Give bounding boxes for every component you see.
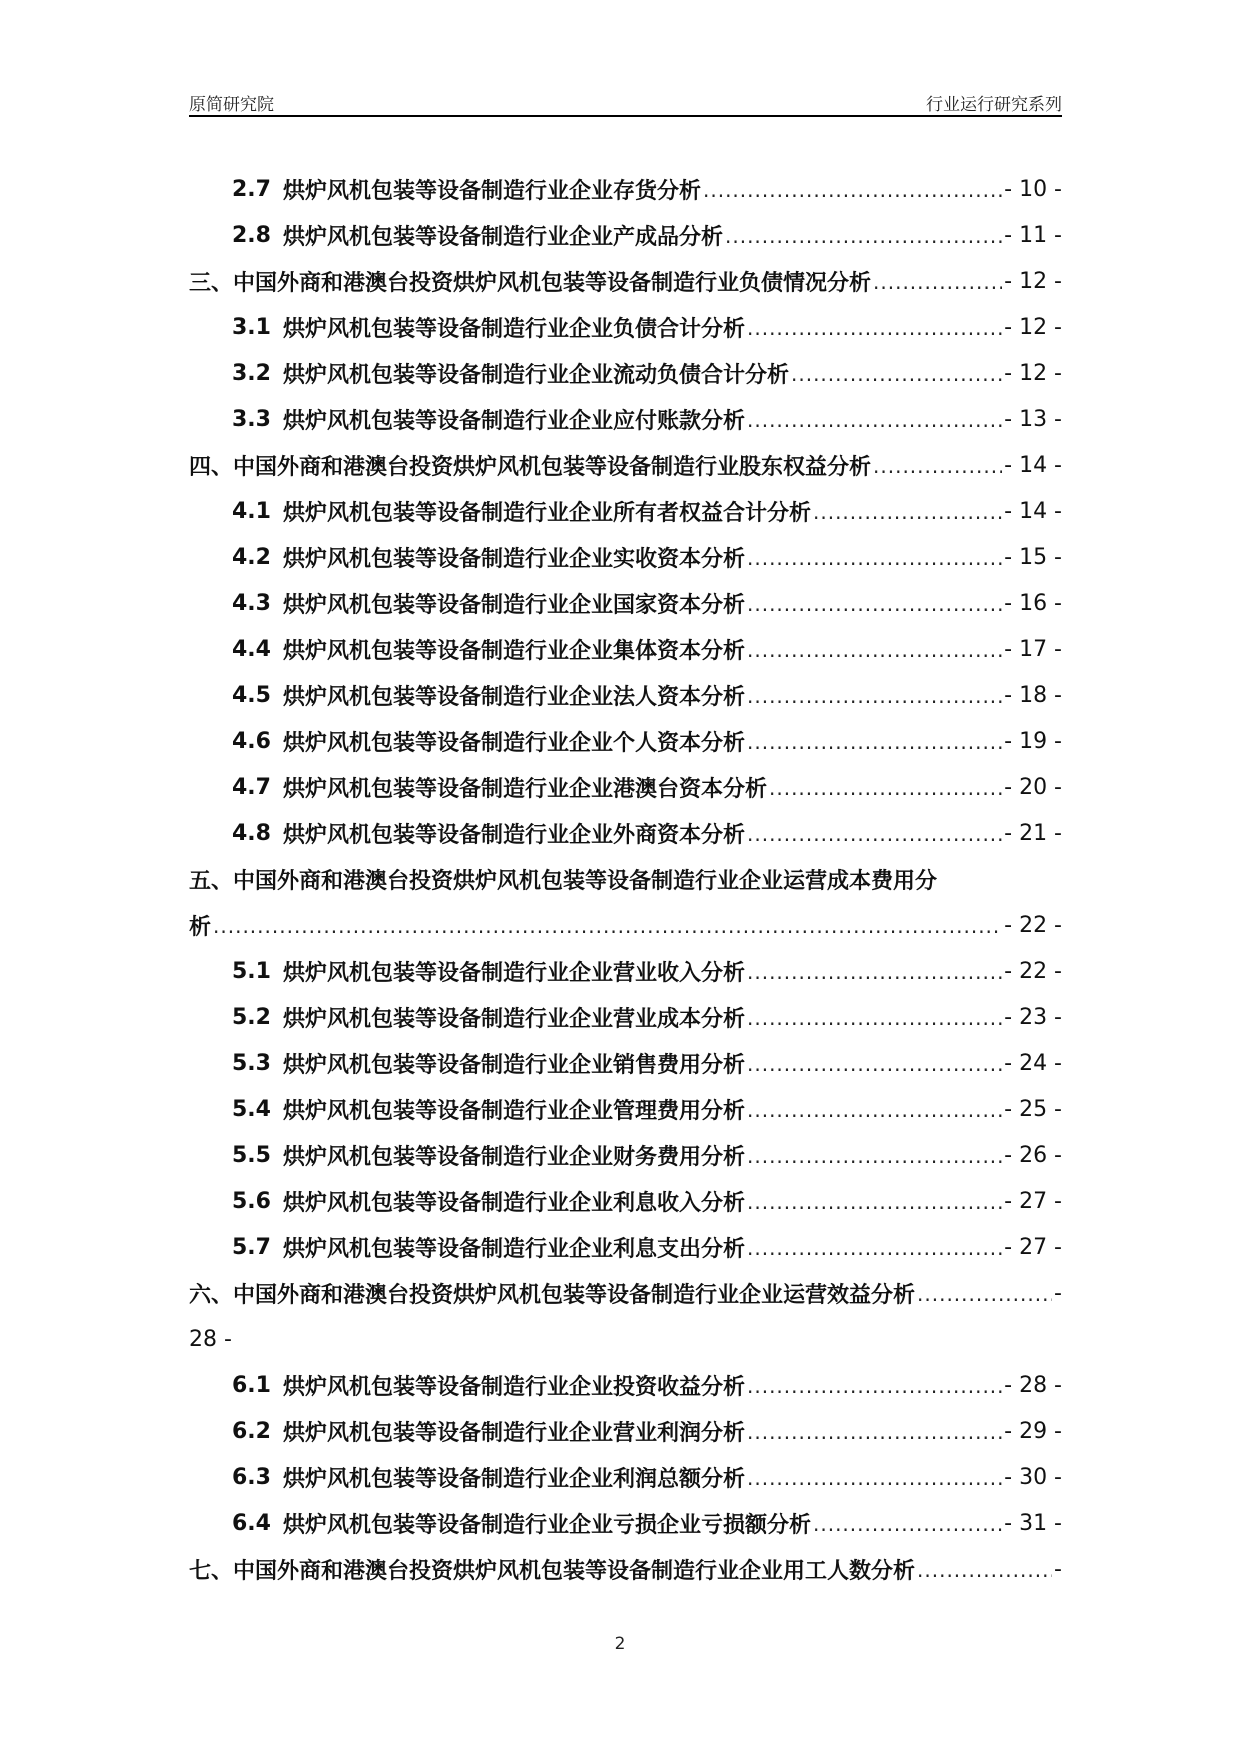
toc-dot-leader <box>747 1098 1002 1132</box>
toc-dot-leader <box>703 178 1002 212</box>
toc-entry[interactable] <box>189 166 1062 212</box>
toc-entry[interactable] <box>189 1408 1062 1454</box>
toc-entry-title: 烘炉风机包装等设备制造行业企业个人资本分析 <box>282 730 745 756</box>
toc-dot-leader <box>769 776 1002 810</box>
toc-entry-title: 烘炉风机包装等设备制造行业企业流动负债合计分析 <box>282 362 789 388</box>
toc-entry-page: - 23 - <box>1004 1004 1062 1030</box>
toc-entry-title: 烘炉风机包装等设备制造行业企业投资收益分析 <box>282 1374 745 1400</box>
toc-dot-leader <box>747 1190 1002 1224</box>
toc-entry-number: 6.2 <box>232 1418 271 1444</box>
toc-dot-leader <box>725 224 1002 258</box>
toc-entry-number: 5.2 <box>232 1004 271 1030</box>
toc-entry-number: 4.5 <box>232 682 271 708</box>
toc-entry[interactable] <box>189 1546 1062 1592</box>
toc-entry[interactable] <box>189 1270 1062 1316</box>
toc-entry-title: 烘炉风机包装等设备制造行业企业利息收入分析 <box>282 1190 745 1216</box>
toc-entry-page: - 15 - <box>1004 544 1062 570</box>
toc-entry-title: 烘炉风机包装等设备制造行业企业营业成本分析 <box>282 1006 745 1032</box>
toc-entry-page: - 12 - <box>1004 268 1062 294</box>
toc-entry[interactable] <box>189 810 1062 856</box>
toc-entry-page: - 22 - <box>1004 958 1062 984</box>
toc-entry-title: 烘炉风机包装等设备制造行业企业营业收入分析 <box>282 960 745 986</box>
toc-dot-leader <box>747 1236 1002 1270</box>
toc-entry[interactable] <box>189 1086 1062 1132</box>
toc-entry-number: 4.6 <box>232 728 271 754</box>
toc-entry-page: - 27 - <box>1004 1188 1062 1214</box>
toc-dot-leader <box>917 1282 1052 1316</box>
toc-entry-number: 4.7 <box>232 774 271 800</box>
toc-dot-leader <box>747 1052 1002 1086</box>
toc-entry-page: - <box>1054 1556 1062 1582</box>
toc-entry[interactable] <box>189 718 1062 764</box>
toc-entry[interactable] <box>189 1224 1062 1270</box>
toc-entry-number: 3.3 <box>232 406 271 432</box>
toc-entry-title: 烘炉风机包装等设备制造行业企业集体资本分析 <box>282 638 745 664</box>
toc-entry[interactable] <box>189 212 1062 258</box>
toc-entry-page: - 21 - <box>1004 820 1062 846</box>
toc-entry-title: 烘炉风机包装等设备制造行业企业销售费用分析 <box>282 1052 745 1078</box>
toc-dot-leader <box>747 730 1002 764</box>
toc-entry-title: 烘炉风机包装等设备制造行业企业国家资本分析 <box>282 592 745 618</box>
toc-entry[interactable] <box>189 672 1062 718</box>
toc-entry[interactable] <box>189 580 1062 626</box>
toc-entry[interactable] <box>189 994 1062 1040</box>
toc-entry[interactable] <box>189 626 1062 672</box>
toc-entry-title: 烘炉风机包装等设备制造行业企业所有者权益合计分析 <box>282 500 811 526</box>
toc-entry[interactable] <box>189 1040 1062 1086</box>
toc-entry-page: - 16 - <box>1004 590 1062 616</box>
toc-entry[interactable] <box>189 488 1062 534</box>
toc-entry[interactable] <box>189 304 1062 350</box>
toc-entry[interactable] <box>189 1316 1062 1362</box>
toc-entry-page: - 18 - <box>1004 682 1062 708</box>
toc-entry-page: - 31 - <box>1004 1510 1062 1536</box>
toc-dot-leader <box>747 592 1002 626</box>
toc-entry-number: 5.4 <box>232 1096 271 1122</box>
toc-entry-title: 烘炉风机包装等设备制造行业企业法人资本分析 <box>282 684 745 710</box>
toc-entry-number: 5.6 <box>232 1188 271 1214</box>
toc-entry-page: - 26 - <box>1004 1142 1062 1168</box>
toc-entry-title: 烘炉风机包装等设备制造行业企业亏损企业亏损额分析 <box>282 1512 811 1538</box>
toc-entry-number: 3.1 <box>232 314 271 340</box>
toc-entry-title: 三、中国外商和港澳台投资烘炉风机包装等设备制造行业负债情况分析 <box>189 270 872 296</box>
page-header <box>189 88 1062 117</box>
toc-entry-page: - 19 - <box>1004 728 1062 754</box>
toc-entry[interactable] <box>189 1454 1062 1500</box>
toc-entry[interactable] <box>189 534 1062 580</box>
toc-entry-number: 4.1 <box>232 498 271 524</box>
toc-entry[interactable] <box>189 764 1062 810</box>
toc-dot-leader <box>747 408 1002 442</box>
toc-dot-leader <box>873 454 1002 488</box>
toc-entry-page: - 11 - <box>1004 222 1062 248</box>
toc-dot-leader <box>747 1144 1002 1178</box>
toc-dot-leader <box>747 638 1002 672</box>
toc-entry-page: - 25 - <box>1004 1096 1062 1122</box>
toc-entry-title: 烘炉风机包装等设备制造行业企业外商资本分析 <box>282 822 745 848</box>
toc-entry-number: 5.7 <box>232 1234 271 1260</box>
toc-entry-page: - 20 - <box>1004 774 1062 800</box>
toc-dot-leader <box>747 546 1002 580</box>
toc-dot-leader <box>747 822 1002 856</box>
toc-entry[interactable] <box>189 948 1062 994</box>
toc-entry-number: 4.3 <box>232 590 271 616</box>
toc-entry-number: 4.4 <box>232 636 271 662</box>
toc-entry-title: 烘炉风机包装等设备制造行业企业实收资本分析 <box>282 546 745 572</box>
toc-entry-title: 五、中国外商和港澳台投资烘炉风机包装等设备制造行业企业运营成本费用分 <box>189 868 938 894</box>
toc-entry-title: 烘炉风机包装等设备制造行业企业管理费用分析 <box>282 1098 745 1124</box>
toc-entry-title: 烘炉风机包装等设备制造行业企业应付账款分析 <box>282 408 745 434</box>
toc-entry-page: - 12 - <box>1004 360 1062 386</box>
toc-entry-number: 3.2 <box>232 360 271 386</box>
toc-entry-number: 6.3 <box>232 1464 271 1490</box>
toc-entry-number: 5.1 <box>232 958 271 984</box>
toc-entry[interactable] <box>189 1362 1062 1408</box>
toc-entry-title: 烘炉风机包装等设备制造行业企业营业利润分析 <box>282 1420 745 1446</box>
toc-dot-leader <box>791 362 1002 396</box>
toc-entry-page: - 28 - <box>1004 1372 1062 1398</box>
toc-dot-leader <box>873 270 1002 304</box>
toc-entry-title: 烘炉风机包装等设备制造行业企业财务费用分析 <box>282 1144 745 1170</box>
toc-entry-title: 28 - <box>189 1326 232 1352</box>
toc-entry[interactable] <box>189 396 1062 442</box>
toc-entry-title: 四、中国外商和港澳台投资烘炉风机包装等设备制造行业股东权益分析 <box>189 454 872 480</box>
toc-entry-title: 烘炉风机包装等设备制造行业企业存货分析 <box>282 178 701 204</box>
toc-entry-title: 七、中国外商和港澳台投资烘炉风机包装等设备制造行业企业用工人数分析 <box>189 1558 916 1584</box>
toc-entry-page: - 14 - <box>1004 452 1062 478</box>
toc-entry[interactable] <box>189 902 1062 948</box>
toc-entry-page: - 27 - <box>1004 1234 1062 1260</box>
table-of-contents <box>189 166 1062 1592</box>
toc-entry-page: - 17 - <box>1004 636 1062 662</box>
toc-entry-title: 烘炉风机包装等设备制造行业企业利息支出分析 <box>282 1236 745 1262</box>
page-number: 2 <box>614 1634 626 1654</box>
toc-entry-number: 5.5 <box>232 1142 271 1168</box>
toc-entry[interactable] <box>189 442 1062 488</box>
toc-entry-title: 烘炉风机包装等设备制造行业企业港澳台资本分析 <box>282 776 767 802</box>
toc-dot-leader <box>813 500 1002 534</box>
toc-entry-title: 六、中国外商和港澳台投资烘炉风机包装等设备制造行业企业运营效益分析 <box>189 1282 916 1308</box>
toc-entry-page: - 29 - <box>1004 1418 1062 1444</box>
header-org: 原简研究院 <box>189 95 274 115</box>
toc-dot-leader <box>747 1374 1002 1408</box>
toc-dot-leader <box>747 960 1002 994</box>
toc-entry-title: 烘炉风机包装等设备制造行业企业利润总额分析 <box>282 1466 745 1492</box>
toc-dot-leader <box>747 316 1002 350</box>
toc-entry[interactable] <box>189 1500 1062 1546</box>
toc-entry-number: 5.3 <box>232 1050 271 1076</box>
toc-entry-title: 烘炉风机包装等设备制造行业企业负债合计分析 <box>282 316 745 342</box>
toc-dot-leader <box>813 1512 1002 1546</box>
toc-dot-leader <box>917 1558 1052 1592</box>
toc-entry-page: - 22 - <box>1004 912 1062 938</box>
toc-entry-number: 4.8 <box>232 820 271 846</box>
toc-entry-page: - 14 - <box>1004 498 1062 524</box>
toc-entry-number: 4.2 <box>232 544 271 570</box>
header-series: 行业运行研究系列 <box>926 95 1062 115</box>
toc-entry[interactable] <box>189 1178 1062 1224</box>
toc-entry-page: - 12 - <box>1004 314 1062 340</box>
toc-dot-leader <box>747 1466 1002 1500</box>
toc-entry-number: 6.1 <box>232 1372 271 1398</box>
toc-entry-title: 烘炉风机包装等设备制造行业企业产成品分析 <box>282 224 723 250</box>
toc-dot-leader <box>213 914 1002 948</box>
toc-entry-page: - 30 - <box>1004 1464 1062 1490</box>
toc-entry-page: - 10 - <box>1004 176 1062 202</box>
toc-entry[interactable] <box>189 258 1062 304</box>
toc-entry-number: 2.8 <box>232 222 271 248</box>
toc-dot-leader <box>747 1420 1002 1454</box>
toc-entry-page: - 13 - <box>1004 406 1062 432</box>
toc-entry-page: - 24 - <box>1004 1050 1062 1076</box>
toc-entry-title: 析 <box>189 914 212 940</box>
toc-dot-leader <box>747 1006 1002 1040</box>
toc-entry[interactable] <box>189 856 1062 902</box>
toc-entry[interactable] <box>189 350 1062 396</box>
toc-entry-page: - <box>1054 1280 1062 1306</box>
toc-entry-number: 6.4 <box>232 1510 271 1536</box>
toc-entry[interactable] <box>189 1132 1062 1178</box>
toc-entry-number: 2.7 <box>232 176 271 202</box>
toc-dot-leader <box>747 684 1002 718</box>
